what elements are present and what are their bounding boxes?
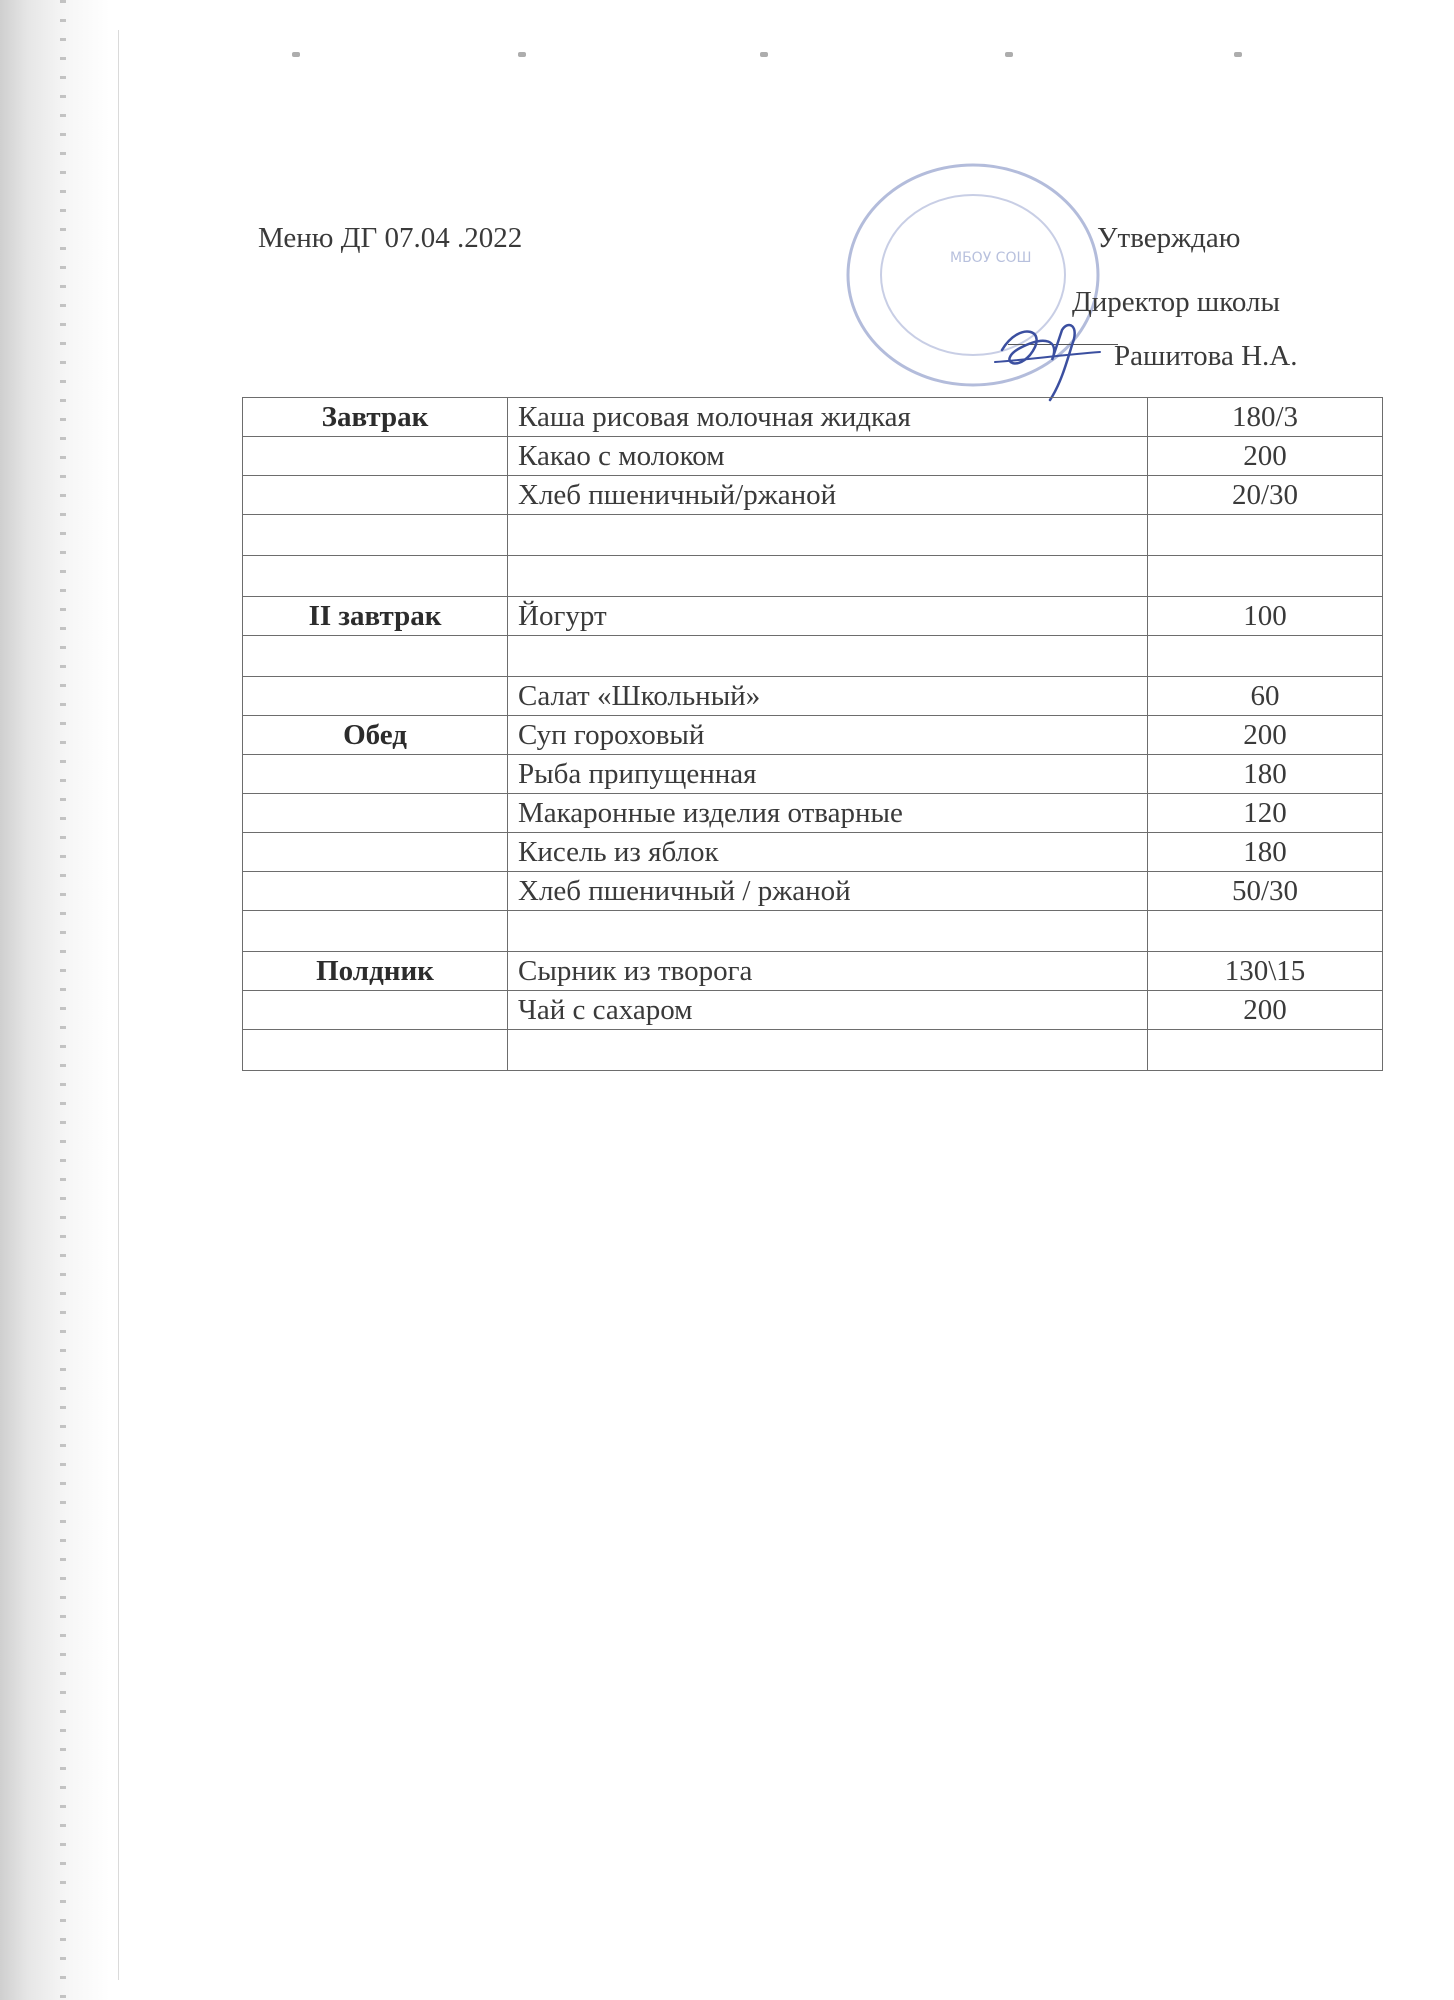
portion-cell: 60: [1148, 677, 1383, 716]
table-row: [243, 515, 1383, 556]
scan-speck: [292, 52, 300, 57]
meal-cell: [243, 437, 508, 476]
portion-cell: [1148, 1030, 1383, 1071]
portion-cell: 180/3: [1148, 398, 1383, 437]
meal-cell: [243, 556, 508, 597]
table-row: [243, 716, 1383, 755]
table-row: [243, 636, 1383, 677]
portion-cell: [1148, 636, 1383, 677]
table-row: [243, 398, 1383, 437]
dish-cell: Хлеб пшеничный / ржаной: [508, 872, 1148, 911]
scan-speck: [518, 52, 526, 57]
table-row: [243, 556, 1383, 597]
dish-cell: Какао с молоком: [508, 437, 1148, 476]
meal-cell: Полдник: [243, 952, 508, 991]
portion-cell: [1148, 556, 1383, 597]
meal-cell: [243, 476, 508, 515]
director-title: Директор школы: [1072, 286, 1280, 318]
stamp-text: МБОУ СОШ: [950, 250, 1032, 266]
dish-cell: Каша рисовая молочная жидкая: [508, 398, 1148, 437]
meal-cell: [243, 636, 508, 677]
dish-cell: Хлеб пшеничный/ржаной: [508, 476, 1148, 515]
table-row: [243, 833, 1383, 872]
portion-cell: 180: [1148, 833, 1383, 872]
meal-cell: [243, 911, 508, 952]
scan-fold-line: [118, 30, 119, 1980]
dish-cell: Макаронные изделия отварные: [508, 794, 1148, 833]
portion-cell: 130\15: [1148, 952, 1383, 991]
director-name: Рашитова Н.А.: [1114, 340, 1298, 372]
dish-cell: [508, 556, 1148, 597]
table-row: [243, 597, 1383, 636]
scan-speck: [1005, 52, 1013, 57]
scan-edge-shadow: [0, 0, 110, 2000]
table-row: [243, 911, 1383, 952]
portion-cell: 200: [1148, 437, 1383, 476]
meal-cell: Обед: [243, 716, 508, 755]
scan-speck: [760, 52, 768, 57]
dish-cell: Сырник из творога: [508, 952, 1148, 991]
table-row: [243, 1030, 1383, 1071]
meal-cell: [243, 991, 508, 1030]
dish-cell: Кисель из яблок: [508, 833, 1148, 872]
scan-speck: [1234, 52, 1242, 57]
dish-cell: Рыба припущенная: [508, 755, 1148, 794]
meal-cell: [243, 677, 508, 716]
dish-cell: [508, 911, 1148, 952]
table-row: [243, 476, 1383, 515]
portion-cell: 180: [1148, 755, 1383, 794]
portion-cell: 100: [1148, 597, 1383, 636]
portion-cell: 200: [1148, 716, 1383, 755]
portion-cell: 20/30: [1148, 476, 1383, 515]
portion-cell: 120: [1148, 794, 1383, 833]
portion-cell: 200: [1148, 991, 1383, 1030]
table-row: [243, 952, 1383, 991]
meal-cell: [243, 515, 508, 556]
table-row: [243, 437, 1383, 476]
dish-cell: Салат «Школьный»: [508, 677, 1148, 716]
table-row: [243, 755, 1383, 794]
menu-table: [242, 397, 1383, 1071]
dish-cell: Чай с сахаром: [508, 991, 1148, 1030]
meal-cell: II завтрак: [243, 597, 508, 636]
scan-edge-dust: [60, 0, 66, 2000]
portion-cell: [1148, 515, 1383, 556]
table-row: [243, 872, 1383, 911]
dish-cell: [508, 515, 1148, 556]
menu-table-body: [243, 398, 1383, 1071]
meal-cell: [243, 755, 508, 794]
meal-cell: [243, 1030, 508, 1071]
dish-cell: [508, 1030, 1148, 1071]
portion-cell: 50/30: [1148, 872, 1383, 911]
meal-cell: [243, 833, 508, 872]
menu-title: Меню ДГ 07.04 .2022: [258, 222, 523, 254]
table-row: [243, 991, 1383, 1030]
table-row: [243, 677, 1383, 716]
dish-cell: [508, 636, 1148, 677]
portion-cell: [1148, 911, 1383, 952]
dish-cell: Йогурт: [508, 597, 1148, 636]
director-signature: [990, 300, 1110, 410]
table-row: [243, 794, 1383, 833]
approve-label: Утверждаю: [1097, 222, 1241, 254]
dish-cell: Суп гороховый: [508, 716, 1148, 755]
meal-cell: [243, 794, 508, 833]
meal-cell: [243, 872, 508, 911]
meal-cell: Завтрак: [243, 398, 508, 437]
